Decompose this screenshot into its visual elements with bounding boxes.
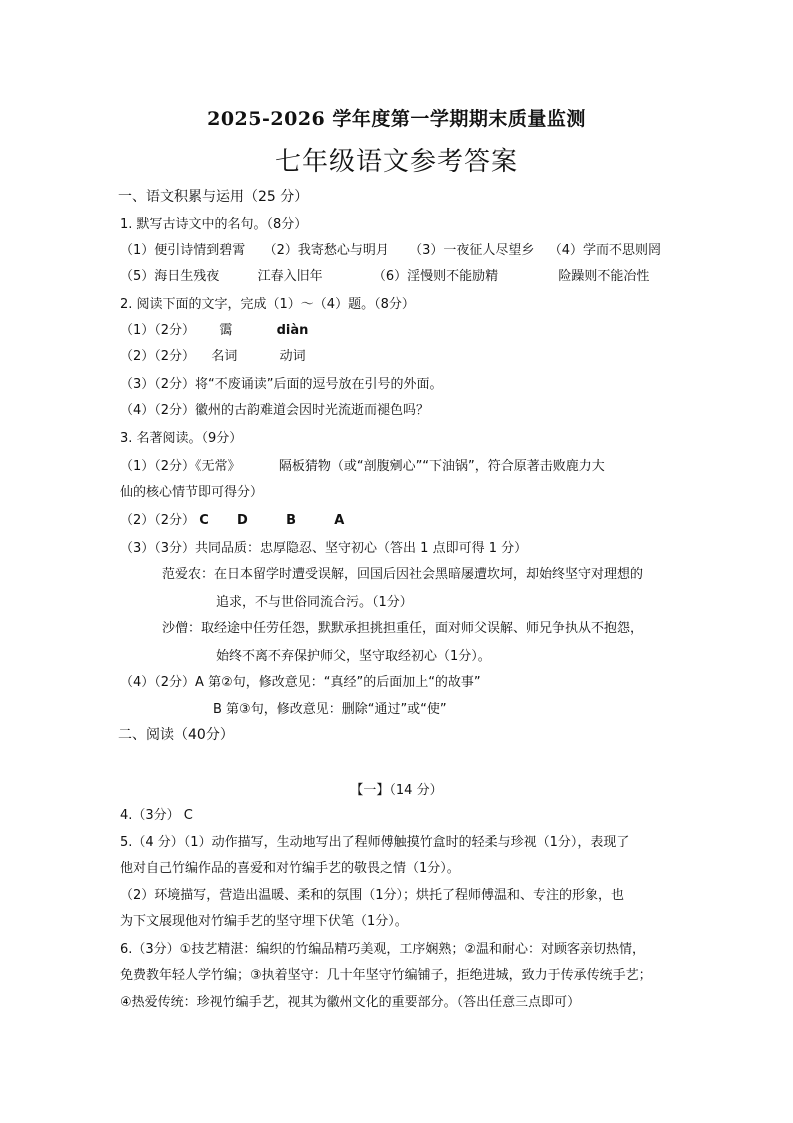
answer-line: 为下文展现他对竹编手艺的坚守埋下伏笔（1分）。 — [120, 914, 408, 929]
answer-line: B 第③句，修改意见：删除“通过”或“使” — [213, 702, 447, 717]
answer-choice: D — [237, 513, 248, 528]
answer-item: （2）我寄愁心与明月 — [263, 243, 389, 258]
answer-line — [120, 268, 649, 286]
question-stem: 1. 默写古诗文中的名句。（8分） — [120, 217, 308, 232]
answer-line: ④热爱传统：珍视竹编手艺，视其为徽州文化的重要部分。（答出任意三点即可） — [120, 995, 581, 1010]
answer-line — [120, 458, 605, 476]
answer-line — [120, 322, 308, 340]
question-stem: 3. 名著阅读。（9分） — [120, 431, 243, 446]
answer-line: 免费教年轻人学竹编；③执着坚守：几十年坚守竹编铺子，拒绝进城，致力于传承传统手艺； — [120, 968, 652, 983]
answer-item: （5）海日生残夜 — [120, 269, 220, 284]
answer-item: 动词 — [279, 349, 306, 364]
answer-choice: C — [199, 513, 209, 528]
answer-line: 他对自己竹编作品的喜爱和对竹编手艺的敬畏之情（1分）。 — [120, 861, 460, 876]
answer-line: 仙的核心情节即可得分） — [120, 485, 264, 500]
answer-item: 险躁则不能冶性 — [558, 269, 650, 284]
answer-line: 追求，不与世俗同流合污。（1分） — [216, 595, 413, 610]
exam-title: 2025-2026 学年度第一学期期末质量监测 — [207, 108, 586, 130]
answer-label: （2）（2分） — [120, 349, 196, 364]
answer-line: （4）（2分）A 第②句，修改意见：“真经”的后面加上“的故事” — [120, 675, 481, 690]
answer-item: （3）一夜征人尽望乡 — [409, 243, 535, 258]
answer-item: （1）（2分）《无常》 — [120, 459, 241, 474]
answer-line — [120, 242, 661, 260]
answer-item: 霭 — [219, 323, 233, 338]
answer-line — [120, 348, 306, 366]
answer-line: （3）（3分）共同品质：忠厚隐忍、坚守初心（答出 1 点即可得 1 分） — [120, 541, 528, 556]
part-heading: 【一】（14 分） — [350, 783, 443, 798]
section-heading: 一、语文积累与运用（25 分） — [118, 189, 309, 205]
answer-choice: B — [286, 513, 297, 528]
answer-line: 沙僧：取经途中任劳任怨，默默承担挑担重任，面对师父误解、师兄争执从不抱怨， — [162, 621, 644, 636]
answer-line: 始终不离不弃保护师父，坚守取经初心（1分）。 — [216, 649, 491, 664]
answer-item: （6）淫慢则不能励精 — [372, 269, 499, 284]
answer-item: 名词 — [211, 349, 238, 364]
answer-line: （2）环境描写，营造出温暖、柔和的氛围（1分）；烘托了程师傅温和、专注的形象，也 — [120, 888, 625, 903]
answer-item: 隔板猜物（或“剖腹剜心”“下油锅”，符合原著击败鹿力大 — [278, 459, 605, 474]
question-stem: 2. 阅读下面的文字，完成（1）～（4）题。（8分） — [120, 297, 415, 312]
answer-label: （2）（2分） — [120, 513, 196, 528]
answer-label: （1）（2分） — [120, 323, 196, 338]
answer-line: （4）（2分）徽州的古韵难道会因时光流逝而褪色吗？ — [120, 403, 430, 418]
answer-item: diàn — [276, 323, 309, 338]
answer-line: 4.（3分） C — [120, 808, 193, 823]
answer-choice: A — [334, 513, 345, 528]
answer-line: （3）（2分）将“不废诵读”后面的逗号放在引号的外面。 — [120, 377, 443, 392]
answer-line: 范爱农：在日本留学时遭受误解，回国后因社会黑暗屡遭坎坷，却始终坚守对理想的 — [162, 567, 644, 582]
answer-item: （4）学而不思则罔 — [548, 243, 661, 258]
answer-item: （1）便引诗情到碧霄 — [120, 243, 246, 258]
answer-line: 6.（3分）①技艺精湛：编织的竹编品精巧美观，工序娴熟；②温和耐心：对顾客亲切热情， — [120, 942, 645, 957]
answer-line: 5.（4 分）（1）动作描写，生动地写出了程师傅触摸竹盒时的轻柔与珍视（1分），表现了 — [120, 835, 630, 850]
section-heading: 二、阅读（40分） — [118, 727, 234, 743]
answer-item: 江春入旧年 — [257, 269, 323, 284]
answer-line — [120, 512, 344, 530]
answer-key-title: 七年级语文参考答案 — [274, 147, 518, 177]
